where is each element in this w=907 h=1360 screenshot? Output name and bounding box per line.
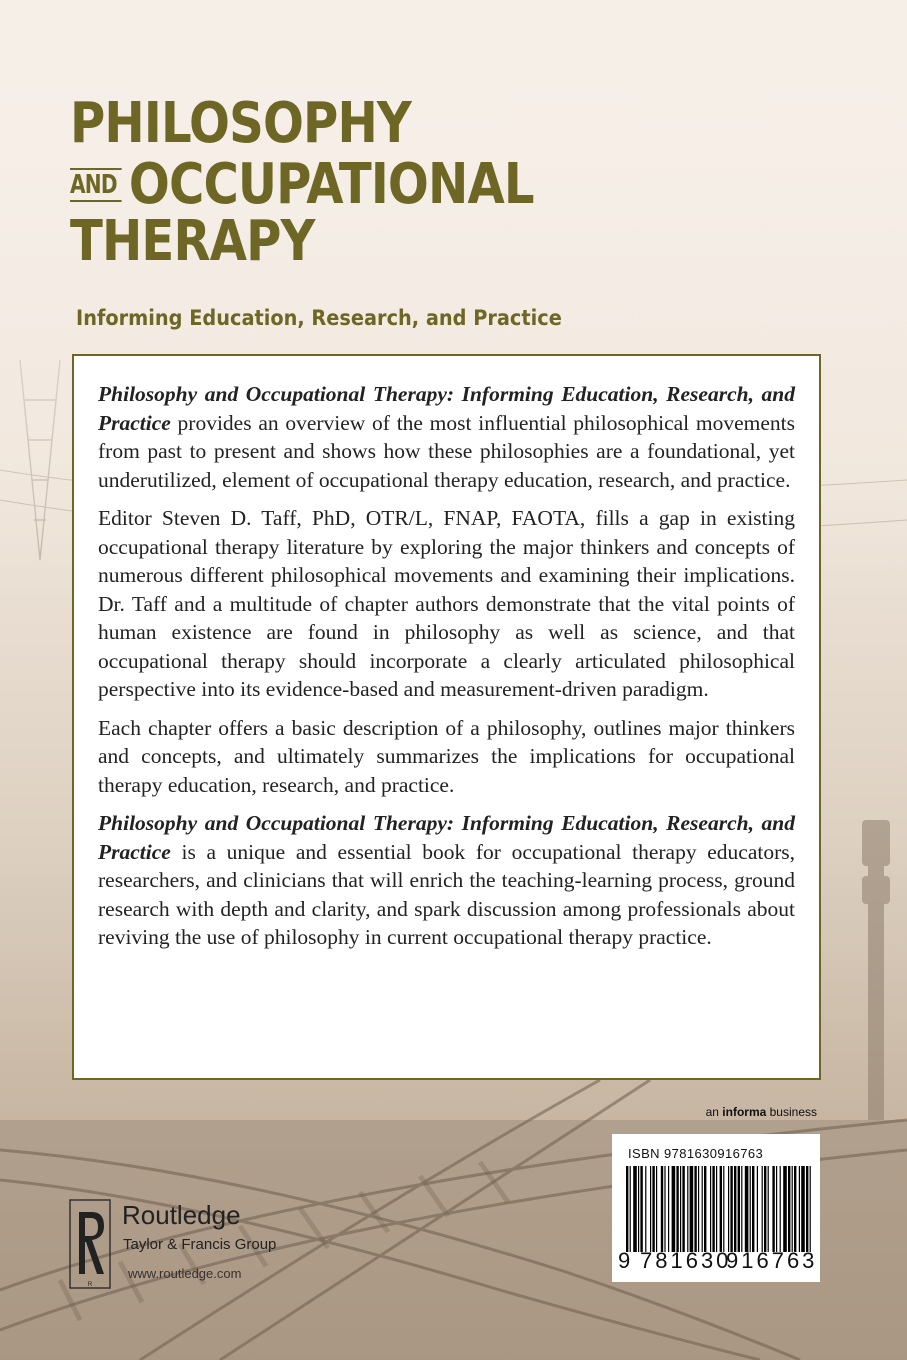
barcode-stripe xyxy=(716,1166,717,1252)
barcode-stripe xyxy=(694,1166,696,1252)
barcode-stripe xyxy=(741,1166,742,1252)
barcode-digits xyxy=(618,1248,818,1274)
barcode-stripe xyxy=(680,1166,681,1252)
informa-brand: informa xyxy=(722,1105,767,1119)
barcode-stripe xyxy=(710,1166,711,1252)
title-line-philosophy: PHILOSOPHY xyxy=(70,91,411,156)
barcode-stripe xyxy=(780,1166,781,1252)
barcode-stripe xyxy=(776,1166,777,1252)
barcode-stripe xyxy=(806,1166,808,1252)
barcode-stripe xyxy=(690,1166,694,1252)
barcode-stripe xyxy=(764,1166,766,1252)
description-box xyxy=(72,354,821,1080)
description-paragraph-4 xyxy=(98,809,795,952)
barcode-stripe xyxy=(668,1166,669,1252)
publisher-group: Taylor & Francis Group xyxy=(123,1236,277,1253)
barcode-stripe xyxy=(772,1166,774,1252)
barcode-stripe xyxy=(794,1166,796,1252)
book-title xyxy=(70,91,609,274)
barcode-stripe xyxy=(633,1166,637,1252)
routledge-mark: R xyxy=(87,1282,93,1288)
barcode-stripe xyxy=(750,1166,751,1252)
routledge-r-icon xyxy=(68,1198,112,1290)
barcode-stripe xyxy=(792,1166,793,1252)
barcode-stripe xyxy=(810,1166,811,1252)
informa-prefix: an xyxy=(705,1105,723,1119)
barcode-stripe xyxy=(682,1166,684,1252)
barcode-stripe xyxy=(640,1166,642,1252)
barcode-stripe xyxy=(757,1166,758,1252)
barcode-stripe xyxy=(672,1166,676,1252)
barcode-stripe xyxy=(768,1166,769,1252)
informa-tagline xyxy=(706,1105,817,1119)
barcode-stripe xyxy=(723,1166,724,1252)
title-word-occupational: OCCUPATIONAL xyxy=(128,152,534,217)
barcode-stripe xyxy=(661,1166,663,1252)
barcode-digits-right: 916763 xyxy=(726,1248,818,1273)
barcode-stripe xyxy=(788,1166,790,1252)
barcode-stripe xyxy=(738,1166,740,1252)
barcode-stripe xyxy=(645,1166,646,1252)
barcode-stripe xyxy=(704,1166,706,1252)
informa-suffix: business xyxy=(766,1105,817,1119)
description-paragraph-3: Each chapter offers a basic description of a philosophy, outlines major thinkers and concepts, and ultimately summarizes the implications for occupational therapy education, research, and practice. xyxy=(98,715,795,797)
paragraph-text: is a unique and essential book for occupational therapy educators, researchers, and clinicians that will enrich the teaching-learning process, ground research with depth and clarity, and spark discussion among professionals about reviving the use of philosophy in current occupational therapy practice. xyxy=(98,839,795,949)
barcode-stripe xyxy=(626,1166,628,1252)
publisher-name: Routledge xyxy=(122,1200,241,1230)
barcode-stripe xyxy=(630,1166,631,1252)
barcode-stripe xyxy=(762,1166,763,1252)
title-line-therapy: THERAPY xyxy=(70,209,315,274)
paragraph-text: provides an overview of the most influential philosophical movements from past to present and shows how these philosophies are a foundational, yet underutilized, element of occupational therapy education, research, and practice. xyxy=(98,410,795,492)
barcode-stripe xyxy=(752,1166,754,1252)
book-title-italic: Philosophy and Occupational Therapy: Informing Education, Research, and Practice xyxy=(98,811,795,864)
publisher-url[interactable]: www.routledge.com xyxy=(128,1266,242,1281)
title-and-rule xyxy=(70,168,122,202)
book-subtitle: Informing Education, Research, and Practice xyxy=(76,306,562,330)
barcode-stripe xyxy=(712,1166,714,1252)
barcode-stripe xyxy=(734,1166,736,1252)
isbn-barcode xyxy=(612,1134,820,1282)
barcode-stripe xyxy=(638,1166,639,1252)
barcode-stripe xyxy=(801,1166,805,1252)
barcode-stripe xyxy=(783,1166,787,1252)
barcode-bars xyxy=(626,1166,812,1252)
book-title-italic: Philosophy and Occupational Therapy: Informing Education, Research, and Practice xyxy=(98,382,795,435)
barcode-stripe xyxy=(730,1166,732,1252)
title-and: AND xyxy=(70,170,117,200)
barcode-stripe xyxy=(652,1166,654,1252)
barcode-stripe xyxy=(650,1166,651,1252)
barcode-stripe xyxy=(702,1166,703,1252)
barcode-stripe xyxy=(720,1166,722,1252)
barcode-stripe xyxy=(745,1166,749,1252)
barcode-stripe xyxy=(676,1166,678,1252)
barcode-digit-first: 9 xyxy=(618,1248,631,1273)
isbn-label: ISBN 9781630916763 xyxy=(628,1146,764,1161)
description-paragraph-1 xyxy=(98,380,795,494)
barcode-stripe xyxy=(656,1166,657,1252)
description-paragraph-2: Editor Steven D. Taff, PhD, OTR/L, FNAP, FAOTA, fills a gap in existing occupational therapy literature by exploring the major thinkers and concepts of numerous different philosophical movements and examining their implications. Dr. Taff and a multitude of chapter authors demonstrate that the vital points of human existence are found in philosophy as well as science, and that occupational therapy should incorporate a clearly articulated philosophical perspective into its evidence-based and measurement-driven paradigm. xyxy=(98,506,795,701)
barcode-stripe xyxy=(698,1166,699,1252)
barcode-digits-left: 781630 xyxy=(640,1248,732,1273)
barcode-stripe xyxy=(728,1166,729,1252)
barcode-stripe xyxy=(664,1166,665,1252)
barcode-stripe xyxy=(799,1166,800,1252)
barcode-stripe xyxy=(687,1166,688,1252)
